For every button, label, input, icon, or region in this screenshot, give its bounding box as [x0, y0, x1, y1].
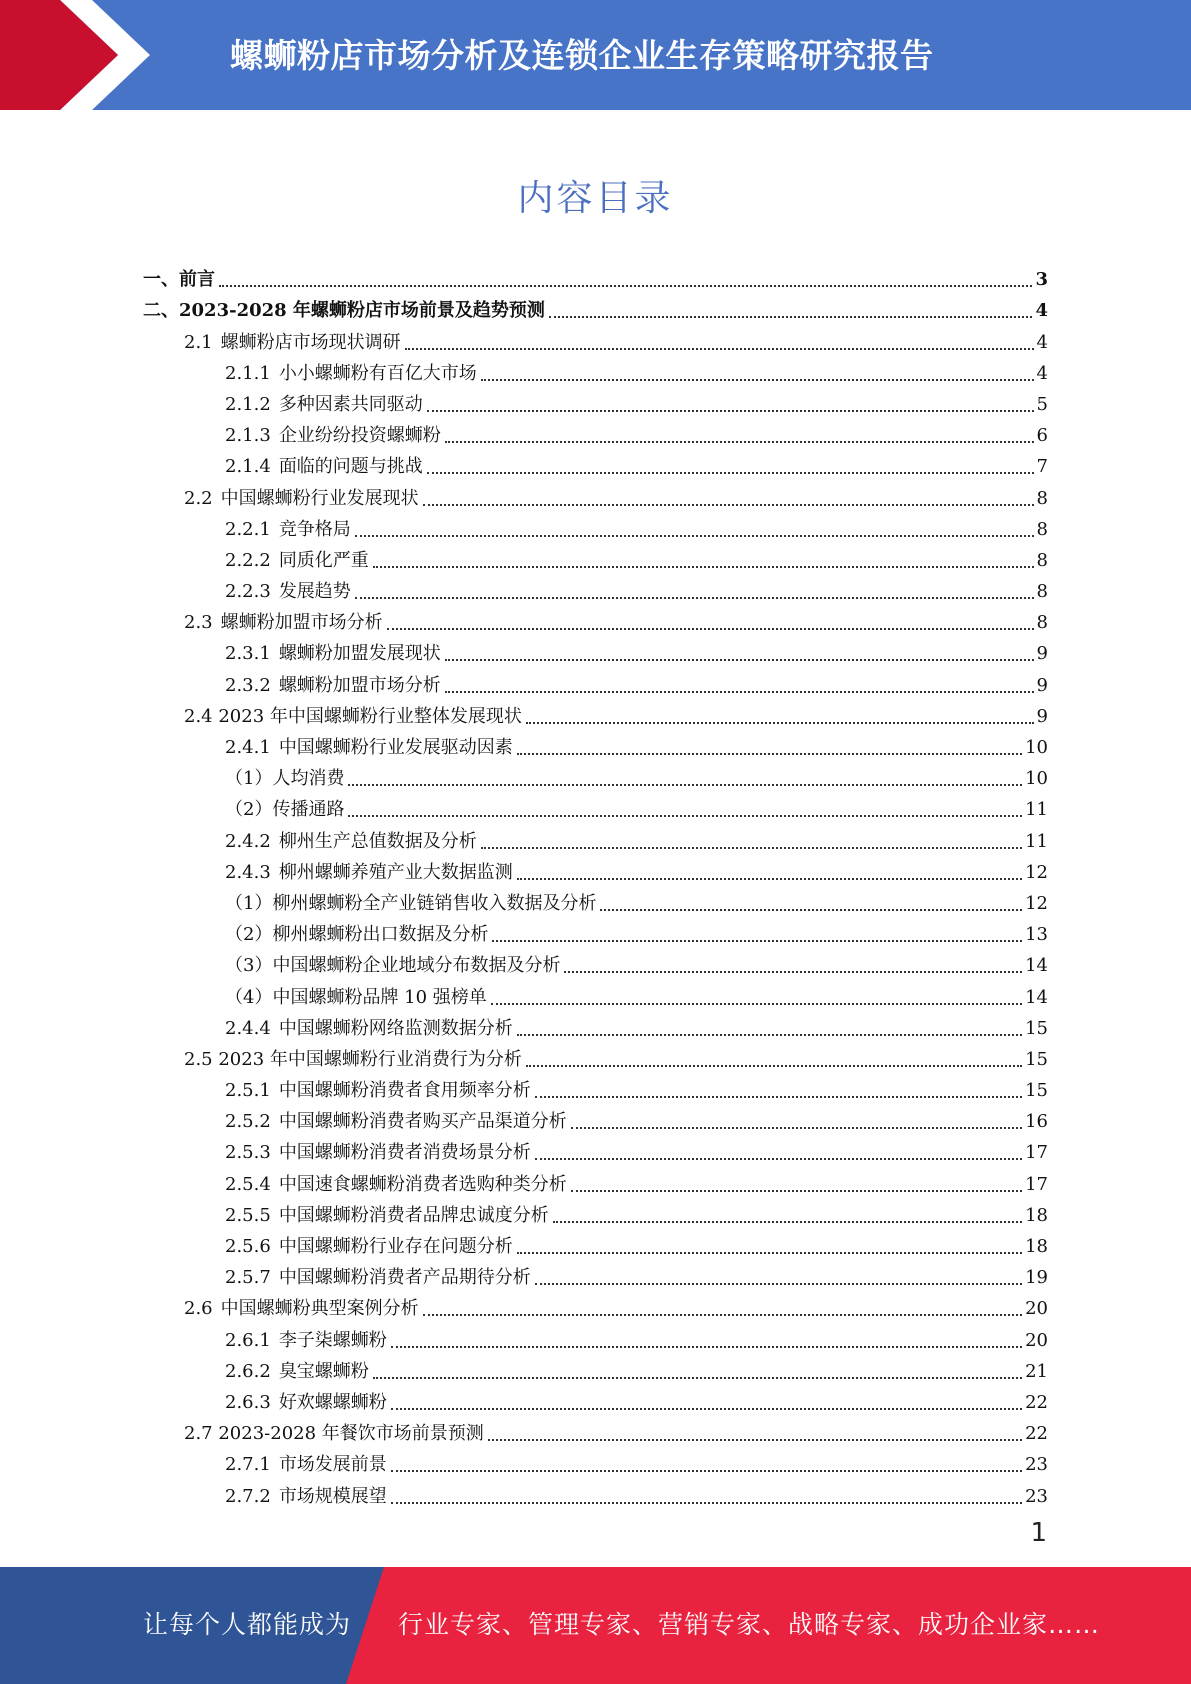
toc-dot-leader [517, 1034, 1022, 1036]
toc-entry-page: 14 [1025, 955, 1048, 977]
toc-entry[interactable] [143, 916, 1048, 947]
toc-entry-number: 2.3 [184, 612, 213, 634]
toc-entry-number: （2） [225, 799, 273, 821]
toc-dot-leader [492, 940, 1022, 942]
toc-entry-page: 10 [1025, 768, 1048, 790]
toc-entry-number: 2.1.1 [225, 362, 271, 384]
toc-dot-leader [535, 1283, 1022, 1285]
toc-entry-label: 人均消费 [272, 768, 345, 790]
toc-dot-leader [427, 472, 1034, 474]
toc-entry-label: 多种因素共同驱动 [278, 393, 423, 415]
toc-dot-leader [526, 1065, 1022, 1067]
toc-entry-label: 2.4 2023 年中国螺蛳粉行业整体发展现状 [184, 705, 522, 727]
toc-entry-label: 柳州螺蛳养殖产业大数据监测 [278, 861, 513, 883]
toc-entry-page: 22 [1025, 1423, 1048, 1445]
toc-entry[interactable] [143, 885, 1048, 916]
toc-entry-label: 中国螺蛳粉企业地域分布数据及分析 [272, 955, 561, 977]
toc-entry-label: 同质化严重 [278, 549, 369, 571]
toc-entry[interactable] [143, 573, 1048, 604]
toc-entry-label: 中国螺蛳粉消费者品牌忠诚度分析 [278, 1204, 549, 1226]
toc-dot-leader [348, 784, 1022, 786]
toc-entry[interactable] [143, 1415, 1048, 1446]
toc-entry-number: 2.5.6 [225, 1236, 271, 1257]
toc-entry-number: 2.1.3 [225, 425, 271, 447]
footer-slogan-left: 让每个人都能成为 [143, 1610, 352, 1639]
toc-entry-page: 23 [1025, 1454, 1048, 1476]
toc-dot-leader [391, 1470, 1022, 1472]
toc-entry-number: 2.1.4 [225, 456, 271, 478]
toc-entry-number: 2.5.3 [225, 1142, 271, 1164]
toc-entry-label: 中国螺蛳粉消费者购买产品渠道分析 [278, 1111, 567, 1133]
toc-entry-label: 中国螺蛳粉消费者食用频率分析 [278, 1080, 531, 1102]
toc-dot-leader [600, 909, 1022, 911]
toc-entry-label: 中国螺蛳粉典型案例分析 [220, 1298, 419, 1320]
toc-entry-page: 5 [1036, 393, 1048, 415]
toc-dot-leader [391, 1502, 1022, 1504]
toc-entry-number: （3） [225, 955, 273, 977]
toc-entry[interactable] [143, 1384, 1048, 1415]
toc-entry-label: 发展趋势 [278, 581, 351, 603]
toc-entry[interactable] [143, 1290, 1048, 1321]
toc-entry-label: 螺蛳粉加盟发展现状 [278, 643, 441, 665]
toc-entry-number: 2.2.2 [225, 549, 271, 571]
toc-entry-label: 2023-2028 年螺蛳粉店市场前景及趋势预测 [179, 300, 545, 322]
toc-entry-number: 2.3.2 [225, 674, 271, 696]
toc-entry-label: 市场规模展望 [278, 1485, 387, 1507]
toc-entry-page: 4 [1035, 300, 1048, 322]
toc-dot-leader [564, 971, 1022, 973]
toc-entry-page: 11 [1025, 830, 1048, 852]
toc-entry-label: 2.5 2023 年中国螺蛳粉行业消费行为分析 [184, 1048, 522, 1070]
toc-entry-number: 2.4.2 [225, 830, 271, 852]
toc-entry-label: 中国螺蛳粉消费者产品期待分析 [278, 1267, 531, 1289]
toc-entry-number: 2.2.1 [225, 518, 271, 540]
toc-entry-page: 15 [1025, 1080, 1048, 1102]
toc-entry[interactable] [143, 729, 1048, 760]
toc-entry-label: 企业纷纷投资螺蛳粉 [278, 425, 441, 447]
toc-entry[interactable] [143, 386, 1048, 417]
toc-entry[interactable] [143, 1446, 1048, 1477]
toc-entry[interactable] [143, 355, 1048, 386]
toc-entry[interactable] [143, 978, 1048, 1009]
toc-dot-leader [571, 1190, 1022, 1192]
toc-entry[interactable] [143, 542, 1048, 573]
toc-entry-page: 18 [1025, 1236, 1048, 1257]
toc-entry-page: 8 [1036, 518, 1048, 540]
toc-entry-label: 竞争格局 [278, 518, 351, 540]
toc-entry-number: 2.6.1 [225, 1329, 271, 1351]
toc-entry-page: 7 [1036, 456, 1048, 478]
toc-dot-leader [445, 659, 1034, 661]
toc-entry-number: 2.5.7 [225, 1267, 271, 1289]
toc-entry-page: 8 [1036, 581, 1048, 603]
footer-slogan-right: 行业专家、管理专家、营销专家、战略专家、成功企业家…… [398, 1610, 1101, 1639]
toc-entry[interactable] [143, 323, 1048, 354]
toc-entry-number: 2.2.3 [225, 581, 271, 603]
toc-entry[interactable] [143, 1103, 1048, 1134]
toc-entry-label: 中国螺蛳粉行业发展驱动因素 [278, 737, 513, 758]
toc-entry-number: 2.6 [184, 1298, 213, 1320]
toc-dot-leader [491, 1003, 1022, 1005]
toc-heading: 内容目录 [517, 178, 674, 219]
toc-entry-page: 19 [1025, 1267, 1048, 1289]
toc-dot-leader [355, 535, 1034, 537]
toc-entry-label: 螺蛳粉店市场现状调研 [220, 331, 401, 353]
toc-entry-page: 10 [1025, 737, 1048, 758]
toc-entry-page: 6 [1036, 425, 1048, 447]
toc-entry-number: 2.5.1 [225, 1080, 271, 1102]
toc-entry-label: 臭宝螺蛳粉 [278, 1360, 369, 1382]
toc-entry-page: 18 [1025, 1204, 1048, 1226]
toc-entry-page: 20 [1025, 1329, 1048, 1351]
toc-dot-leader [373, 566, 1034, 568]
toc-entry-label: 螺蛳粉加盟市场分析 [278, 674, 441, 696]
toc-entry[interactable] [143, 604, 1048, 635]
toc-entry-label: 传播通路 [272, 799, 345, 821]
toc-entry-label: 2.7 2023-2028 年餐饮市场前景预测 [184, 1423, 484, 1445]
toc-dot-leader [405, 348, 1034, 350]
toc-dot-leader [481, 379, 1034, 381]
toc-entry-number: （4） [225, 986, 273, 1008]
toc-entry-number: 2.2 [184, 487, 213, 509]
toc-entry-page: 15 [1025, 1017, 1048, 1039]
toc-entry-page: 4 [1036, 331, 1048, 353]
toc-entry-label: 柳州螺蛳粉出口数据及分析 [272, 924, 489, 946]
toc-entry[interactable] [143, 854, 1048, 885]
toc-entry-page: 9 [1036, 705, 1048, 727]
toc-entry-number: 2.4.1 [225, 737, 271, 758]
toc-entry[interactable] [143, 417, 1048, 448]
toc-entry-label: 柳州生产总值数据及分析 [278, 830, 477, 852]
toc-entry[interactable] [143, 292, 1048, 323]
toc-entry-page: 4 [1036, 362, 1048, 384]
toc-dot-leader [391, 1408, 1022, 1410]
toc-entry-page: 17 [1025, 1173, 1048, 1195]
toc-dot-leader [445, 441, 1034, 443]
toc-entry-label: 中国螺蛳粉网络监测数据分析 [278, 1017, 513, 1039]
toc-entry[interactable] [143, 635, 1048, 666]
toc-dot-leader [391, 1346, 1022, 1348]
toc-entry[interactable] [143, 479, 1048, 510]
toc-dot-leader [355, 597, 1034, 599]
toc-dot-leader [571, 1127, 1022, 1129]
toc-entry-number: （1） [225, 892, 273, 914]
toc-entry[interactable] [143, 760, 1048, 791]
toc-dot-leader [427, 410, 1034, 412]
toc-entry[interactable] [143, 1041, 1048, 1072]
toc-entry[interactable] [143, 666, 1048, 697]
toc-dot-leader [219, 285, 1032, 287]
toc-entry-label: 中国螺蛳粉行业存在问题分析 [278, 1236, 513, 1257]
toc-entry-number: 2.4.4 [225, 1017, 271, 1039]
toc-entry-number: 2.3.1 [225, 643, 271, 665]
toc-entry-page: 8 [1036, 487, 1048, 509]
toc-entry-label: 中国螺蛳粉品牌 10 强榜单 [272, 986, 487, 1008]
toc-entry[interactable] [143, 1353, 1048, 1384]
toc-entry-page: 15 [1025, 1048, 1048, 1070]
toc-dot-leader [526, 722, 1034, 724]
toc-entry[interactable] [143, 448, 1048, 479]
toc-dot-leader [517, 753, 1022, 755]
toc-dot-leader [549, 316, 1033, 318]
toc-entry[interactable] [143, 1134, 1048, 1165]
toc-entry-page: 21 [1025, 1360, 1048, 1382]
toc-entry-number: 2.1 [184, 331, 213, 353]
toc-dot-leader [387, 628, 1034, 630]
toc-entry-number: 2.6.2 [225, 1360, 271, 1382]
toc-entry-label: 螺蛳粉加盟市场分析 [220, 612, 383, 634]
toc-entry-number: 2.7.1 [225, 1454, 271, 1476]
toc-entry-number: 2.5.4 [225, 1173, 271, 1195]
toc-entry-page: 9 [1036, 643, 1048, 665]
toc-entry-label: 前言 [179, 269, 215, 291]
toc-entry-label: 李子柒螺蛳粉 [278, 1329, 387, 1351]
toc-entry-label: 柳州螺蛳粉全产业链销售收入数据及分析 [272, 892, 597, 914]
toc-entry[interactable] [143, 698, 1048, 729]
toc-entry-number: 二、 [143, 300, 179, 322]
toc-entry-number: 2.7.2 [225, 1485, 271, 1507]
toc-dot-leader [517, 1252, 1022, 1254]
header-banner [0, 0, 1191, 110]
toc-dot-leader [481, 847, 1022, 849]
toc-entry[interactable] [143, 1477, 1048, 1508]
toc-entry-page: 20 [1025, 1298, 1048, 1320]
toc-entry[interactable] [143, 1321, 1048, 1352]
footer-band [0, 1567, 1191, 1684]
toc-dot-leader [535, 1096, 1022, 1098]
toc-dot-leader [488, 1439, 1022, 1441]
toc-entry-number: 2.6.3 [225, 1391, 271, 1413]
toc-entry-page: 16 [1025, 1111, 1048, 1133]
toc-dot-leader [535, 1158, 1022, 1160]
toc-entry-label: 中国螺蛳粉行业发展现状 [220, 487, 419, 509]
toc-entry[interactable] [143, 1259, 1048, 1290]
toc-entry-page: 23 [1025, 1485, 1048, 1507]
toc-entry[interactable] [143, 791, 1048, 822]
toc-dot-leader [553, 1221, 1022, 1223]
toc-entry-page: 22 [1025, 1391, 1048, 1413]
toc-entry-page: 12 [1025, 861, 1048, 883]
toc-entry[interactable] [143, 1072, 1048, 1103]
toc-entry[interactable] [143, 1197, 1048, 1228]
toc-entry[interactable] [143, 511, 1048, 542]
toc-entry-page: 3 [1035, 269, 1048, 291]
toc-entry-number: （1） [225, 768, 273, 790]
toc-entry-page: 9 [1036, 674, 1048, 696]
toc-entry-label: 中国速食螺蛳粉消费者选购种类分析 [278, 1173, 567, 1195]
table-of-contents [143, 261, 1048, 1509]
toc-dot-leader [423, 1314, 1022, 1316]
toc-entry-page: 13 [1025, 924, 1048, 946]
toc-entry-number: 一、 [143, 269, 179, 291]
toc-entry-number: 2.4.3 [225, 861, 271, 883]
toc-entry-page: 14 [1025, 986, 1048, 1008]
toc-entry-label: 好欢螺螺蛳粉 [278, 1391, 387, 1413]
toc-entry[interactable] [143, 947, 1048, 978]
header-title: 螺蛳粉店市场分析及连锁企业生存策略研究报告 [230, 35, 934, 75]
toc-entry-page: 12 [1025, 892, 1048, 914]
toc-entry[interactable] [143, 1165, 1048, 1196]
toc-entry-number: 2.1.2 [225, 393, 271, 415]
toc-dot-leader [517, 878, 1022, 880]
toc-entry-label: 小小螺蛳粉有百亿大市场 [278, 362, 477, 384]
toc-entry-label: 面临的问题与挑战 [278, 456, 423, 478]
toc-entry-page: 11 [1025, 799, 1048, 821]
toc-entry-number: 2.5.5 [225, 1204, 271, 1226]
toc-entry-page: 8 [1036, 549, 1048, 571]
toc-entry[interactable] [143, 1010, 1048, 1041]
toc-dot-leader [423, 504, 1034, 506]
page-number: 1 [1030, 1518, 1047, 1548]
toc-entry-label: 中国螺蛳粉消费者消费场景分析 [278, 1142, 531, 1164]
toc-entry[interactable] [143, 1228, 1048, 1259]
toc-dot-leader [445, 691, 1034, 693]
toc-entry-page: 8 [1036, 612, 1048, 634]
toc-entry-page: 17 [1025, 1142, 1048, 1164]
toc-dot-leader [348, 815, 1022, 817]
toc-entry[interactable] [143, 261, 1048, 292]
toc-entry[interactable] [143, 822, 1048, 853]
toc-entry-number: （2） [225, 924, 273, 946]
toc-dot-leader [373, 1377, 1022, 1379]
toc-entry-number: 2.5.2 [225, 1111, 271, 1133]
toc-entry-label: 市场发展前景 [278, 1454, 387, 1476]
